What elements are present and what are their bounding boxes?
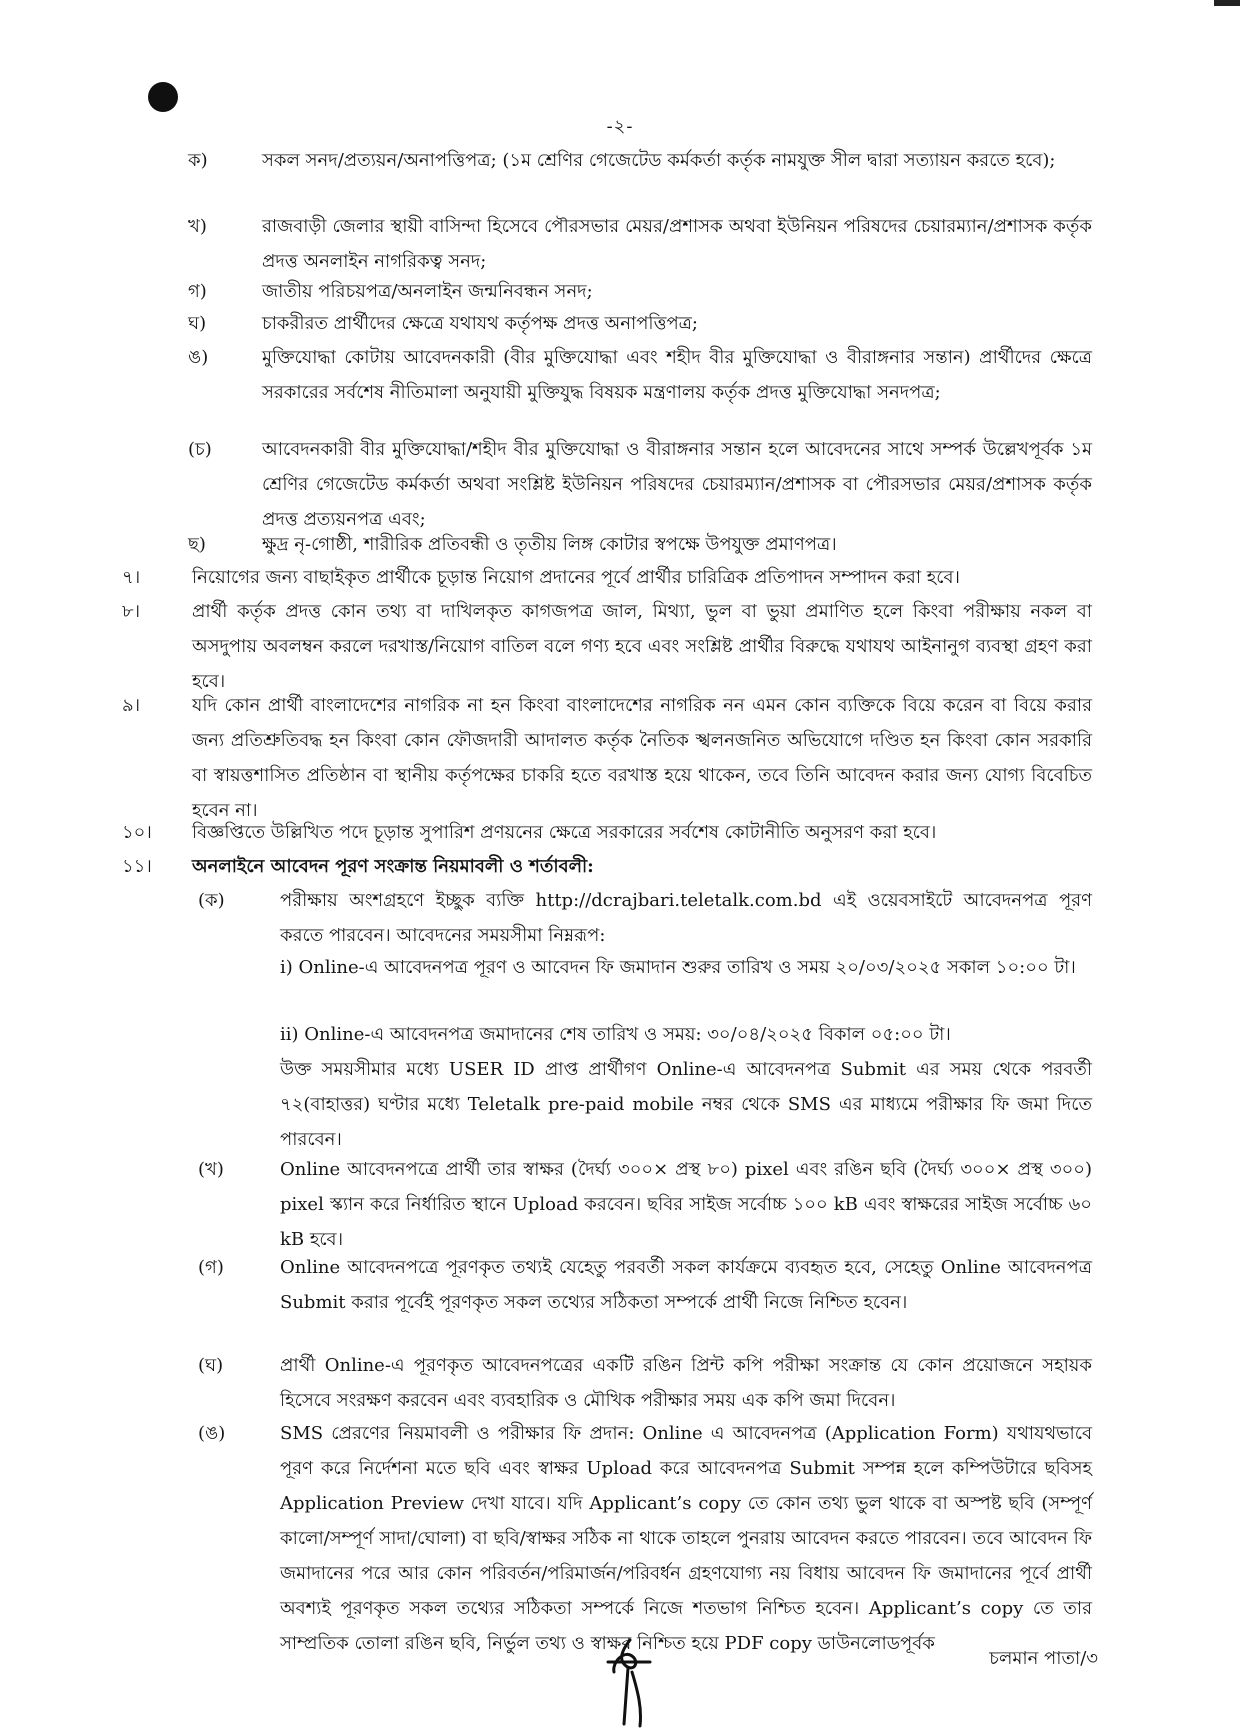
clause-number: ৯। (122, 695, 141, 716)
scan-corner-mark (1214, 0, 1240, 6)
online-rule-gha (198, 1348, 1092, 1418)
list-item-text: আবেদনকারী বীর মুক্তিযোদ্ধা/শহীদ বীর মুক্তিযোদ্ধা ও বীরাঙ্গনার সন্তান হলে আবেদনের সাথে সম্পর্ক উল্লেখপূর্বক ১ম শ্রেণির গেজেটেড কর্মকর্তা অথবা সংশ্লিষ্ট ইউনিয়ন পরিষদের চেয়ারম্যান/প্রশাসক বা পৌরসভার মেয়র/প্রশাসক কর্তৃক প্রদত্ত প্রত্যয়নপত্র এবং; (262, 439, 1092, 530)
rule-label: (ঘ) (198, 1355, 224, 1376)
list-item-text: ক্ষুদ্র নৃ-গোষ্ঠী, শারীরিক প্রতিবন্ধী ও তৃতীয় লিঙ্গ কোটার স্বপক্ষে উপযুক্ত প্রমাণপত্র। (262, 534, 837, 555)
rule-label: (খ) (198, 1159, 224, 1180)
deadline-end: ii) Online-এ আবেদনপত্র জমাদানের শেষ তারিখ ও সময়: ৩০/০৪/২০২৫ বিকাল ০৫:০০ টা। (280, 1024, 951, 1045)
list-item (188, 274, 1092, 309)
clause-9 (122, 688, 1092, 828)
clause-text: যদি কোন প্রার্থী বাংলাদেশের নাগরিক না হন কিংবা বাংলাদেশের নাগরিক নন এমন কোন ব্যক্তিকে বিয়ে করেন বা বিয়ে করার জন্য প্রতিশ্রুতিবদ্ধ হন কিংবা কোন ফৌজদারী আদালত কর্তৃক নৈতিক স্খলনজনিত অভিযোগে দণ্ডিত হন কিংবা কোন সরকারি বা স্বায়ত্তশাসিত প্রতিষ্ঠান বা স্থানীয় কর্তৃপক্ষের চাকরি হতে বরখাস্ত হয়ে থাকেন, তবে তিনি আবেদন করার জন্য যোগ্য বিবেচিত হবেন না। (192, 695, 1092, 821)
list-item-label: ঙ) (188, 347, 209, 368)
online-rule-ga (198, 1250, 1092, 1320)
clause-number: ১১। (122, 856, 152, 877)
punch-hole (148, 82, 178, 112)
clause-number: ৭। (122, 567, 141, 588)
signature-mark (600, 1632, 660, 1728)
list-item (188, 340, 1092, 410)
clause-10 (122, 815, 1092, 850)
list-item-text: রাজবাড়ী জেলার স্থায়ী বাসিন্দা হিসেবে পৌরসভার মেয়র/প্রশাসক অথবা ইউনিয়ন পরিষদের চেয়ারম্যান/প্রশাসক কর্তৃক প্রদত্ত অনলাইন নাগরিকত্ব সনদ; (262, 216, 1092, 272)
clause-8 (122, 594, 1092, 699)
list-item (188, 527, 1092, 562)
rule-label: (গ) (198, 1257, 224, 1278)
rule-text: Online আবেদনপত্রে পূরণকৃত তথ্যই যেহেতু পরবর্তী সকল কার্যক্রমে ব্যবহৃত হবে, সেহেতু Online আবেদনপত্র Submit করার পূর্বেই পূরণকৃত সকল তথ্যের সঠিকতা সম্পর্কে প্রার্থী নিজে নিশ্চিত হবেন। (280, 1257, 1092, 1313)
clause-7 (122, 560, 1092, 595)
rule-label: (ঙ) (198, 1423, 226, 1444)
online-rule-kha (198, 1152, 1092, 1257)
list-item-text: জাতীয় পরিচয়পত্র/অনলাইন জন্মনিবন্ধন সনদ; (262, 281, 593, 302)
list-item-label: ক) (188, 150, 208, 171)
list-item-label: (চ) (188, 439, 212, 460)
clause-heading: অনলাইনে আবেদন পূরণ সংক্রান্ত নিয়মাবলী ও শর্তাবলী: (192, 856, 594, 877)
list-item-text: মুক্তিযোদ্ধা কোটায় আবেদনকারী (বীর মুক্তিযোদ্ধা এবং শহীদ বীর মুক্তিযোদ্ধা ও বীরাঙ্গনার সন্তান) প্রার্থীদের ক্ষেত্রে সরকারের সর্বশেষ নীতিমালা অনুযায়ী মুক্তিযুদ্ধ বিষয়ক মন্ত্রণালয় কর্তৃক প্রদত্ত মুক্তিযোদ্ধা সনদপত্র; (262, 347, 1092, 403)
rule-label: (ক) (198, 890, 225, 911)
rule-text: SMS প্রেরণের নিয়মাবলী ও পরীক্ষার ফি প্রদান: Online এ আবেদনপত্র (Application Form) যথাযথভাবে পূরণ করে নির্দেশনা মতে ছবি এবং স্বাক্ষর Upload করে আবেদনপত্র Submit সম্পন্ন হলে কম্পিউটারে ছবিসহ Application Preview দেখা যাবে। যদি Applicant’s copy তে কোন তথ্য ভুল থাকে বা অস্পষ্ট ছবি (সম্পূর্ণ কালো/সম্পূর্ণ সাদা/ঘোলা) বা ছবি/স্বাক্ষর সঠিক না থাকে তাহলে পুনরায় আবেদন করতে পারবেন। তবে আবেদন ফি জমাদানের পরে আর কোন পরিবর্তন/পরিমার্জন/পরিবর্ধন গ্রহণযোগ্য নয় বিধায় আবেদন ফি জমাদানের পূর্বে প্রার্থী অবশ্যই পূরণকৃত সকল তথ্যের সঠিকতা সম্পর্কে নিজে শতভাগ নিশ্চিত হবেন। Applicant’s copy তে তার সাম্প্রতিক তোলা রঙিন ছবি, নির্ভুল তথ্য ও স্বাক্ষর নিশ্চিত হয়ে PDF copy ডাউনলোডপূর্বক (280, 1423, 1092, 1654)
online-rule-uma (198, 1416, 1092, 1661)
list-item-label: গ) (188, 281, 207, 302)
rule-text: প্রার্থী Online-এ পূরণকৃত আবেদনপত্রের একটি রঙিন প্রিন্ট কপি পরীক্ষা সংক্রান্ত যে কোন প্রয়োজনে সহায়ক হিসেবে সংরক্ষণ করবেন এবং ব্যবহারিক ও মৌখিক পরীক্ষার সময় এক কপি জমা দিবেন। (280, 1355, 1092, 1411)
list-item (188, 209, 1092, 279)
rule-text: Online আবেদনপত্রে প্রার্থী তার স্বাক্ষর (দৈর্ঘ্য ৩০০× প্রস্থ ৮০) pixel এবং রঙিন ছবি (দৈর্ঘ্য ৩০০× প্রস্থ ৩০০) pixel স্ক্যান করে নির্ধারিত স্থানে Upload করবেন। ছবির সাইজ সর্বোচ্চ ১০০ kB এবং স্বাক্ষরের সাইজ সর্বোচ্চ ৬০ kB হবে। (280, 1159, 1092, 1250)
clause-text: বিজ্ঞপ্তিতে উল্লিখিত পদে চূড়ান্ত সুপারিশ প্রণয়নের ক্ষেত্রে সরকারের সর্বশেষ কোটানীতি অনুসরণ করা হবে। (192, 822, 937, 843)
clause-number: ৮। (122, 601, 141, 622)
online-rule-ka (198, 883, 1092, 953)
list-item-label: ছ) (188, 534, 206, 555)
list-item (188, 306, 1092, 341)
list-item-text: চাকরীরত প্রার্থীদের ক্ষেত্রে যথাযথ কর্তৃপক্ষ প্রদত্ত অনাপত্তিপত্র; (262, 313, 698, 334)
list-item-label: খ) (188, 216, 207, 237)
continuation-note: চলমান পাতা/৩ (989, 1648, 1098, 1669)
clause-number: ১০। (122, 822, 152, 843)
deadline-start: i) Online-এ আবেদনপত্র পূরণ ও আবেদন ফি জমাদান শুরুর তারিখ ও সময় ২০/০৩/২০২৫ সকাল ১০:০০ টা। (280, 957, 1076, 978)
clause-text: নিয়োগের জন্য বাছাইকৃত প্রার্থীকে চূড়ান্ত নিয়োগ প্রদানের পূর্বে প্রার্থীর চারিত্রিক প্রতিপাদন সম্পাদন করা হবে। (192, 567, 960, 588)
clause-11 (122, 849, 1092, 884)
list-item (188, 432, 1092, 537)
fee-payment-note: উক্ত সময়সীমার মধ্যে USER ID প্রাপ্ত প্রার্থীগণ Online-এ আবেদনপত্র Submit এর সময় থেকে পরবর্তী ৭২(বাহাত্তর) ঘণ্টার মধ্যে Teletalk pre-paid mobile নম্বর থেকে SMS এর মাধ্যমে পরীক্ষার ফি জমা দিতে পারবেন। (280, 1059, 1092, 1150)
page-number: -২- (606, 116, 634, 137)
list-item-text: সকল সনদ/প্রত্যয়ন/অনাপত্তিপত্র; (১ম শ্রেণির গেজেটেড কর্মকর্তা কর্তৃক নামযুক্ত সীল দ্বারা সত্যায়ন করতে হবে); (262, 150, 1056, 171)
list-item (188, 143, 1092, 178)
rule-text: পরীক্ষায় অংশগ্রহণে ইচ্ছুক ব্যক্তি http://dcrajbari.teletalk.com.bd এই ওয়েবসাইটে আবেদনপত্র পূরণ করতে পারবেন। আবেদনের সময়সীমা নিম্নরূপ: (280, 890, 1092, 946)
list-item-label: ঘ) (188, 313, 207, 334)
clause-text: প্রার্থী কর্তৃক প্রদত্ত কোন তথ্য বা দাখিলকৃত কাগজপত্র জাল, মিথ্যা, ভুল বা ভুয়া প্রমাণিত হলে কিংবা পরীক্ষায় নকল বা অসদুপায় অবলম্বন করলে দরখাস্ত/নিয়োগ বাতিল বলে গণ্য হবে এবং সংশ্লিষ্ট প্রার্থীর বিরুদ্ধে যথাযথ আইনানুগ ব্যবস্থা গ্রহণ করা হবে। (192, 601, 1092, 692)
